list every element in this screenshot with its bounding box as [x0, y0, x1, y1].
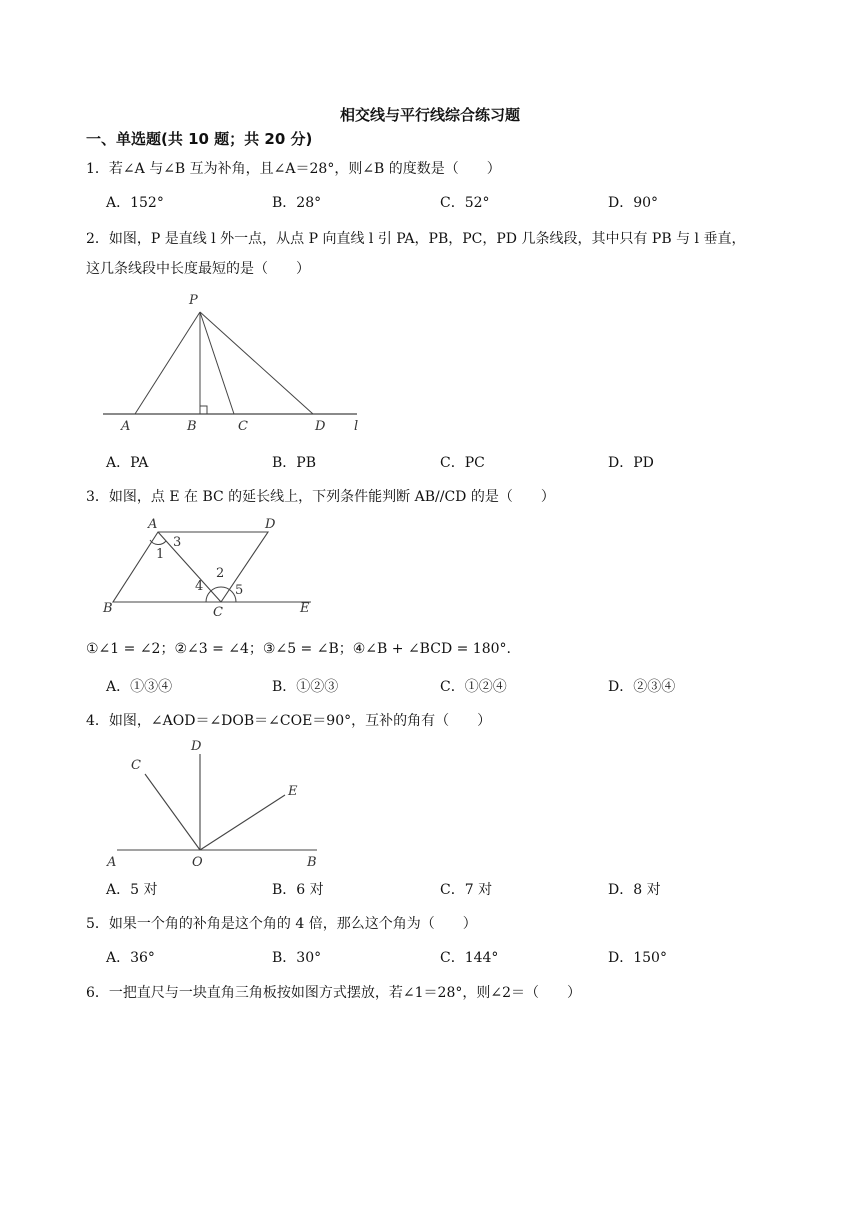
q4-option-d[interactable]: D．8 对: [608, 882, 661, 898]
q3-option-c[interactable]: C．①②④: [440, 679, 507, 695]
q5-option-a[interactable]: A．36°: [106, 950, 155, 966]
q3-option-a[interactable]: A．①③④: [106, 679, 173, 695]
label-d: D: [191, 739, 202, 754]
segment-pa: [135, 312, 200, 414]
label-a: A: [107, 855, 117, 868]
q2-option-b[interactable]: B．PB: [272, 455, 316, 471]
q1-option-c[interactable]: C．52°: [440, 195, 490, 211]
q2-figure: [95, 288, 375, 436]
diagonal-ac: [158, 532, 221, 602]
label-c: C: [213, 605, 223, 620]
page-title: 相交线与平行线综合练习题: [339, 106, 520, 124]
question-2-stem-line2: 这几条线段中长度最短的是（ ）: [86, 261, 310, 277]
ray-oe: [200, 795, 285, 850]
label-c: C: [238, 419, 248, 434]
label-a: A: [121, 419, 131, 434]
question-3-stem: 3．如图，点 E 在 BC 的延长线上，下列条件能判断 AB//CD 的是（ ）: [86, 489, 555, 505]
label-d: D: [265, 517, 276, 532]
question-4-stem: 4．如图，∠AOD＝∠DOB＝∠COE＝90°，互补的角有（ ）: [86, 713, 492, 729]
question-1-stem: 1．若∠A 与∠B 互为补角，且∠A＝28°，则∠B 的度数是（ ）: [86, 161, 501, 177]
label-b: B: [307, 855, 317, 868]
q4-option-c[interactable]: C．7 对: [440, 882, 493, 898]
label-angle-4: 4: [195, 579, 204, 594]
q1-option-a[interactable]: A．152°: [106, 195, 164, 211]
label-c: C: [131, 758, 141, 773]
q2-option-a[interactable]: A．PA: [106, 455, 149, 471]
label-angle-5: 5: [235, 583, 244, 598]
right-angle-mark: [200, 406, 207, 414]
parallelogram-abcd: [113, 532, 268, 602]
label-a: A: [148, 517, 158, 532]
q3-conditions: ①∠1 = ∠2；②∠3 = ∠4；③∠5 = ∠B；④∠B + ∠BCD = 180°.: [86, 641, 511, 657]
q2-option-c[interactable]: C．PC: [440, 455, 485, 471]
q1-option-b[interactable]: B．28°: [272, 195, 322, 211]
label-b: B: [187, 419, 197, 434]
label-o: O: [192, 855, 203, 868]
q5-option-b[interactable]: B．30°: [272, 950, 322, 966]
label-angle-2: 2: [216, 566, 225, 581]
q2-option-d[interactable]: D．PD: [608, 455, 654, 471]
q5-option-c[interactable]: C．144°: [440, 950, 499, 966]
label-p: P: [189, 293, 198, 308]
angle-arc-c: [206, 587, 236, 602]
q3-option-d[interactable]: D．②③④: [608, 679, 676, 695]
label-l: l: [354, 419, 359, 434]
label-angle-1: 1: [156, 547, 165, 562]
q4-option-a[interactable]: A．5 对: [106, 882, 158, 898]
label-d: D: [315, 419, 326, 434]
question-5-stem: 5．如果一个角的补角是这个角的 4 倍，那么这个角为（ ）: [86, 916, 477, 932]
label-e: E: [300, 601, 310, 616]
ray-oc: [145, 774, 200, 850]
label-angle-3: 3: [173, 535, 182, 550]
label-b: B: [103, 601, 113, 616]
label-e: E: [288, 784, 298, 799]
question-6-stem: 6．一把直尺与一块直角三角板按如图方式摆放，若∠1＝28°，则∠2＝（ ）: [86, 985, 581, 1001]
question-2-stem-line1: 2．如图，P 是直线 l 外一点，从点 P 向直线 l 引 PA，PB，PC，PD 几条线段，其中只有 PB 与 l 垂直，: [86, 231, 746, 247]
q5-option-d[interactable]: D．150°: [608, 950, 667, 966]
q1-option-d[interactable]: D．90°: [608, 195, 659, 211]
q4-figure: [95, 736, 335, 868]
section-heading: 一、单选题(共 10 题；共 20 分): [86, 130, 313, 148]
q4-option-b[interactable]: B．6 对: [272, 882, 324, 898]
q3-figure: [95, 510, 325, 620]
q3-option-b[interactable]: B．①②③: [272, 679, 339, 695]
